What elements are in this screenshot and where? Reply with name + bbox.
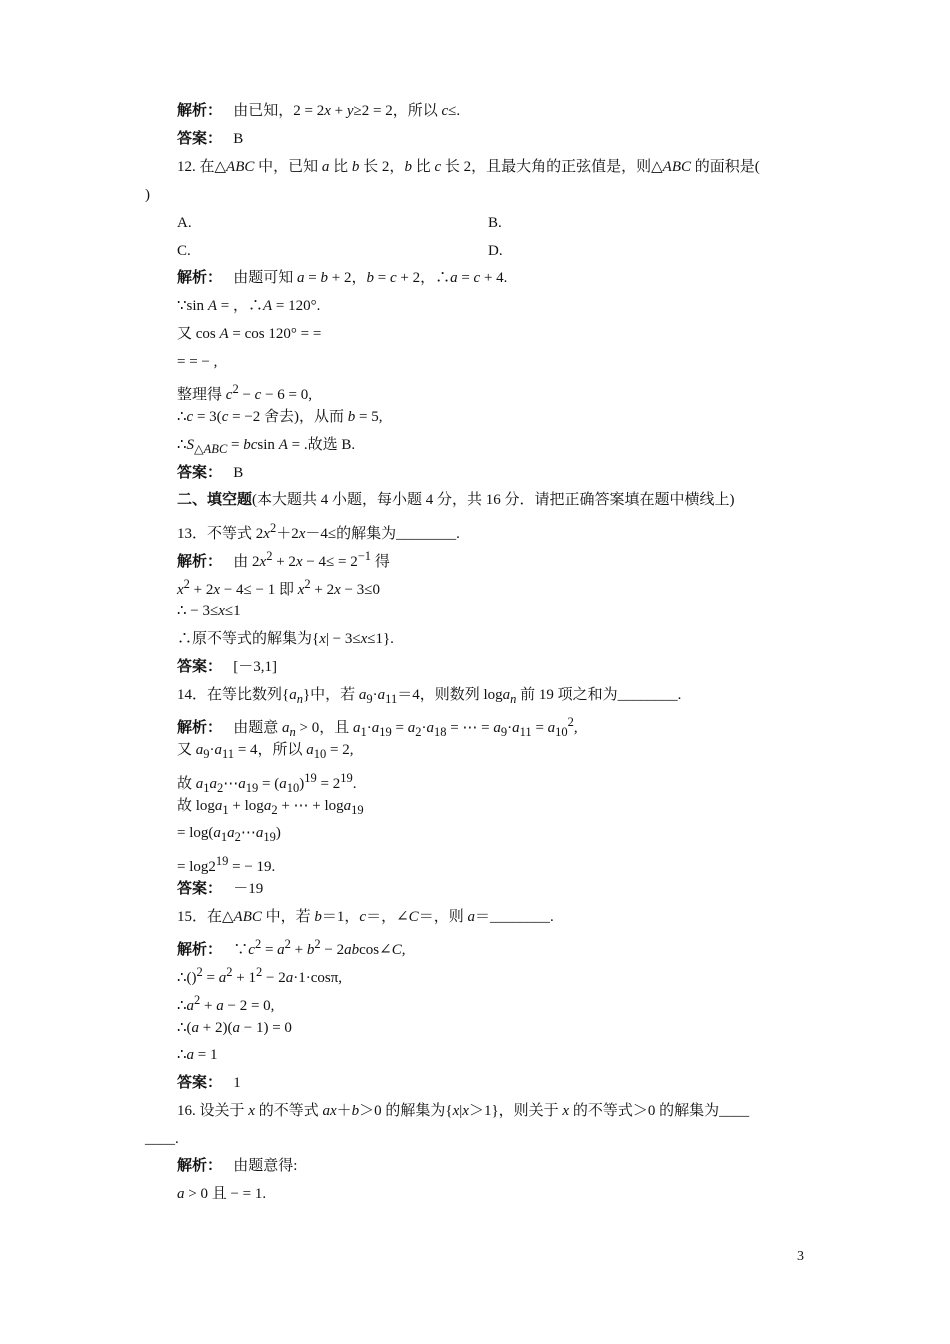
text-line: 答案： [－3,1] xyxy=(177,659,278,675)
text-line: $\therefore a^2 + a - 2 = 0$, xyxy=(177,993,275,1014)
option-label: B. xyxy=(488,215,502,231)
text-line: 答案： B xyxy=(177,465,244,481)
text-line: 故 $a_1a_2\cdots a_{19} = (a_{10})^{19} = 2^{19}$. xyxy=(177,771,357,795)
text-line: ∴a = 1 xyxy=(177,1047,218,1063)
text-line: 12. 在△ABC 中，已知 a 比 b 长 2，b 比 c 长 2，且最大角的正弦值是，则△ABC 的面积是( xyxy=(177,159,760,175)
text-line: 又 cos A = cos 120° = = xyxy=(177,326,322,342)
text-line: = $\log 2^{19}$ = − 19. xyxy=(177,854,276,875)
text-line: ∴原不等式的解集为{x| − 3≤x≤1}. xyxy=(177,631,394,647)
text-line: ∵sin A = ，∴A = 120°. xyxy=(177,298,321,314)
text-line: 整理得 $c^2 - c - 6 = 0$, xyxy=(177,382,312,403)
option-label: D. xyxy=(488,243,503,259)
text-line: $\therefore S_{\triangle ABC} = bcsin$ A = .故选 B. xyxy=(177,437,356,456)
text-line: ∴c = 3(c = −2 舍去)，从而 b = 5, xyxy=(177,409,383,425)
text-line: = = − , xyxy=(177,354,218,370)
text-line: $x^2 + 2x - 4\le - 1$ 即 $x^2 + 2x - 3\le 0$ xyxy=(177,577,380,598)
page-number: 3 xyxy=(797,1249,804,1264)
text-line: ____. xyxy=(145,1131,179,1147)
text-line: 15．在△ABC 中，若 b＝1，c＝，∠C＝，则 a＝________. xyxy=(177,909,554,925)
text-line: 16. 设关于 x 的不等式 ax＋b＞0 的解集为{x|x＞1}，则关于 x 的不等式＞0 的解集为____ xyxy=(177,1103,750,1119)
text-line: 13．不等式 $2x^2+2x-4\le$的解集为________. xyxy=(177,521,460,542)
text-line: ∴ − 3≤x≤1 xyxy=(177,603,241,619)
text-line: ∴(a + 2)(a − 1) = 0 xyxy=(177,1020,292,1036)
text-line: 解析： $\because c^2 = a^2 + b^2$ − 2abcos∠C, xyxy=(177,937,406,958)
text-line: ∴()$^2$ = $a^2 + 1^2 - 2a\cdot 1\cdot\cos\pi$, xyxy=(177,965,343,986)
text-line: ) xyxy=(145,187,150,203)
text-line: 又 $a_9\cdot a_{11} = 4$，所以 $a_{10} = 2$, xyxy=(177,742,354,761)
text-line: 故 loga$_1$ + loga$_2$ + ⋯ + loga$_{19}$ xyxy=(177,798,364,817)
text-line: A. B. xyxy=(177,215,502,231)
text-line: 解析： 由题意 $a_n > 0$，且 $a_1\cdot a_{19} = a_2\cdot a_{18}$ = ⋯ = $a_9\cdot a_{11} = a_{10}^2$, xyxy=(177,715,578,739)
text-line: C. D. xyxy=(177,243,503,259)
text-line: 二、填空题(本大题共 4 小题，每小题 4 分，共 16 分．请把正确答案填在题中横线上) xyxy=(177,492,735,508)
text-line: 解析： 由题意得: xyxy=(177,1158,298,1174)
text-line: 答案： 1 xyxy=(177,1075,241,1091)
text-line: 答案： B xyxy=(177,131,244,147)
text-line: 解析： 由 $2x^2 + 2x - 4\le = 2^{-1}$ 得 xyxy=(177,549,390,570)
text-line: 答案： －19 xyxy=(177,881,264,897)
text-line: a > 0 且 − = 1. xyxy=(177,1186,267,1202)
text-line: = $\log(a_1a_2\cdots a_{19})$ xyxy=(177,825,281,844)
text-line: 解析： 由已知，2 = 2x + y≥2 = 2，所以 c≤. xyxy=(177,103,461,119)
text-line: 解析： 由题可知 a = b + 2，b = c + 2，∴a = c + 4. xyxy=(177,270,508,286)
text-line: 14．在等比数列$\{a_n\}$中，若 $a_9\cdot a_{11}=4$，则数列 loga$_n$ 前 19 项之和为________. xyxy=(177,687,682,706)
